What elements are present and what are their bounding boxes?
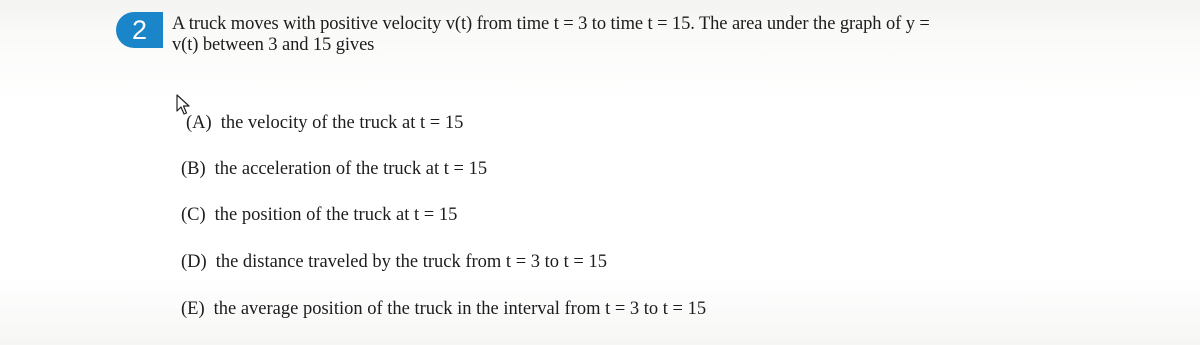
- option-text: the velocity of the truck at t = 15: [220, 113, 464, 133]
- answer-option-c[interactable]: [181, 204, 457, 226]
- answer-option-d[interactable]: [181, 251, 607, 273]
- question-stem-line-2: v(t) between 3 and 15 gives: [172, 35, 375, 55]
- option-text: the position of the truck at t = 15: [214, 205, 458, 225]
- question-number-badge: 2: [116, 12, 163, 48]
- question-stem: [172, 14, 1132, 56]
- option-letter: (E): [181, 299, 205, 319]
- answer-option-a[interactable]: [186, 112, 463, 134]
- option-text: the distance traveled by the truck from t = 3 to t = 15: [215, 252, 607, 272]
- option-text: the acceleration of the truck at t = 15: [214, 159, 488, 179]
- option-letter: (B): [181, 159, 206, 179]
- option-letter: (A): [186, 113, 212, 133]
- answer-option-b[interactable]: [181, 158, 487, 180]
- option-text: the average position of the truck in the interval from t = 3 to t = 15: [213, 299, 707, 319]
- option-letter: (C): [181, 205, 206, 225]
- answer-option-e[interactable]: [181, 298, 706, 320]
- question-stem-line-1: A truck moves with positive velocity v(t) from time t = 3 to time t = 15. The area under the graph of y =: [172, 14, 930, 34]
- option-letter: (D): [181, 252, 207, 272]
